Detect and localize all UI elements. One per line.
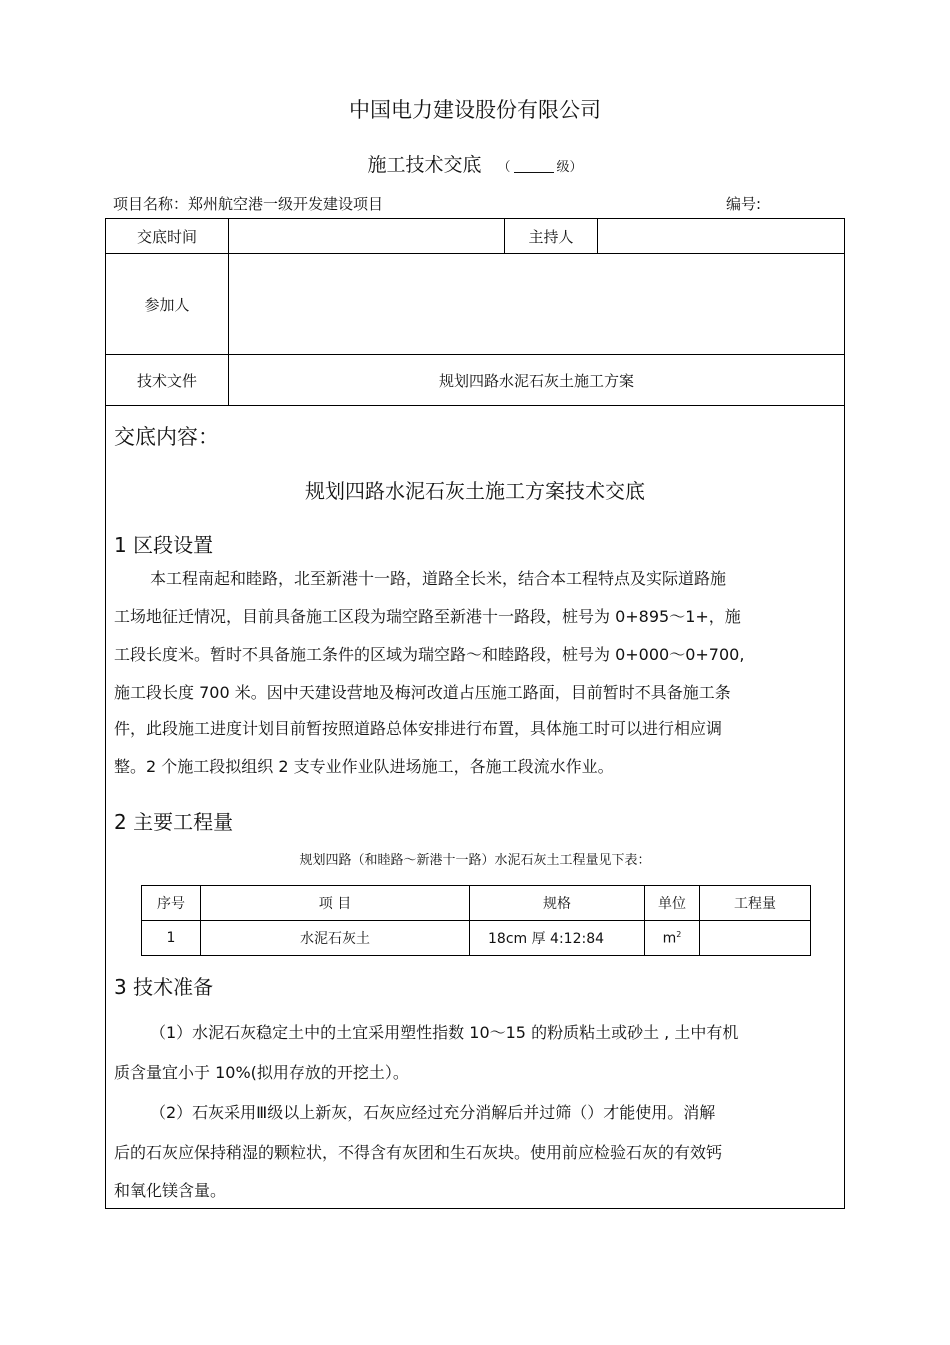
disclosure-form bbox=[105, 218, 845, 1209]
s3-line-3: （2）石灰采用Ⅲ级以上新灰，石灰应经过充分消解后并过筛（）才能使用。消解 bbox=[150, 1103, 716, 1122]
content-title: 规划四路水泥石灰土施工方案技术交底 bbox=[305, 479, 645, 503]
row-qty[interactable] bbox=[700, 921, 811, 956]
level-blank bbox=[514, 158, 554, 173]
col-header-item: 项 目 bbox=[201, 886, 470, 921]
document-title bbox=[0, 150, 950, 177]
col-header-spec: 规格 bbox=[470, 886, 645, 921]
tech-doc-value: 规划四路水泥石灰土施工方案 bbox=[438, 371, 634, 390]
handover-time-label: 交底时间 bbox=[136, 227, 197, 246]
row-unit: $m^2$ bbox=[645, 921, 700, 956]
row-no: 1 bbox=[142, 921, 201, 956]
section-3-title: 3 技术准备 bbox=[114, 975, 214, 999]
level-field: （ 级） bbox=[497, 160, 583, 175]
s3-line-4: 后的石灰应保持稍湿的颗粒状，不得含有灰团和生石灰块。使用前应检验石灰的有效钙 bbox=[114, 1143, 723, 1162]
participants-field[interactable] bbox=[229, 254, 844, 354]
quantity-caption: 规划四路（和睦路～新港十一路）水泥石灰土工程量见下表： bbox=[299, 853, 651, 868]
section-2-title: 2 主要工程量 bbox=[114, 810, 234, 834]
col-header-unit: 单位 bbox=[645, 886, 700, 921]
row-item: 水泥石灰土 bbox=[201, 921, 470, 956]
host-field[interactable] bbox=[598, 219, 844, 253]
row-spec: 18cm 厚 4:12:84 bbox=[470, 921, 645, 956]
host-label: 主持人 bbox=[528, 227, 574, 246]
company-name: 中国电力建设股份有限公司 bbox=[349, 98, 601, 122]
s1-line-6: 整。2 个施工段拟组织 2 支专业作业队进场施工，各施工段流水作业。 bbox=[114, 757, 614, 776]
s1-line-2: 工场地征迁情况，目前具备施工区段为瑞空路至新港十一路段，桩号为 0+895～1+，施 bbox=[114, 607, 741, 626]
s3-line-1: （1）水泥石灰稳定土中的土宜采用塑性指数 10～15 的粉质粘土或砂土 , 土中有机 bbox=[150, 1023, 739, 1042]
handover-time-field[interactable] bbox=[229, 219, 504, 253]
s3-line-5: 和氧化镁含量。 bbox=[114, 1181, 227, 1200]
s1-line-1: 本工程南起和睦路，北至新港十一路，道路全长米，结合本工程特点及实际道路施 bbox=[150, 569, 727, 588]
s1-line-5: 件，此段施工进度计划目前暂按照道路总体安排进行布置，具体施工时可以进行相应调 bbox=[114, 719, 723, 738]
rule bbox=[106, 405, 844, 406]
s3-line-2: 质含量宜小于 10%(拟用存放的开挖土）。 bbox=[114, 1063, 409, 1082]
s1-line-4: 施工段长度 700 米。因中天建设营地及梅河改道占压施工路面，目前暂时不具备施工条 bbox=[114, 683, 731, 702]
col-header-no: 序号 bbox=[142, 886, 201, 921]
table-header-row bbox=[142, 886, 811, 921]
project-name: 项目名称：郑州航空港一级开发建设项目 bbox=[113, 195, 384, 213]
content-heading: 交底内容： bbox=[114, 425, 219, 449]
title-text: 施工技术交底 bbox=[367, 154, 482, 176]
tech-doc-label: 技术文件 bbox=[136, 371, 197, 390]
table-row bbox=[142, 921, 811, 956]
document-number-label: 编号: bbox=[726, 195, 762, 213]
section-1-title: 1 区段设置 bbox=[114, 533, 214, 557]
participants-label: 参加人 bbox=[144, 295, 190, 314]
col-header-qty: 工程量 bbox=[700, 886, 811, 921]
quantity-table bbox=[141, 885, 811, 956]
s1-line-3: 工段长度米。暂时不具备施工条件的区域为瑞空路～和睦路段，桩号为 0+000～0+700, bbox=[114, 645, 745, 664]
